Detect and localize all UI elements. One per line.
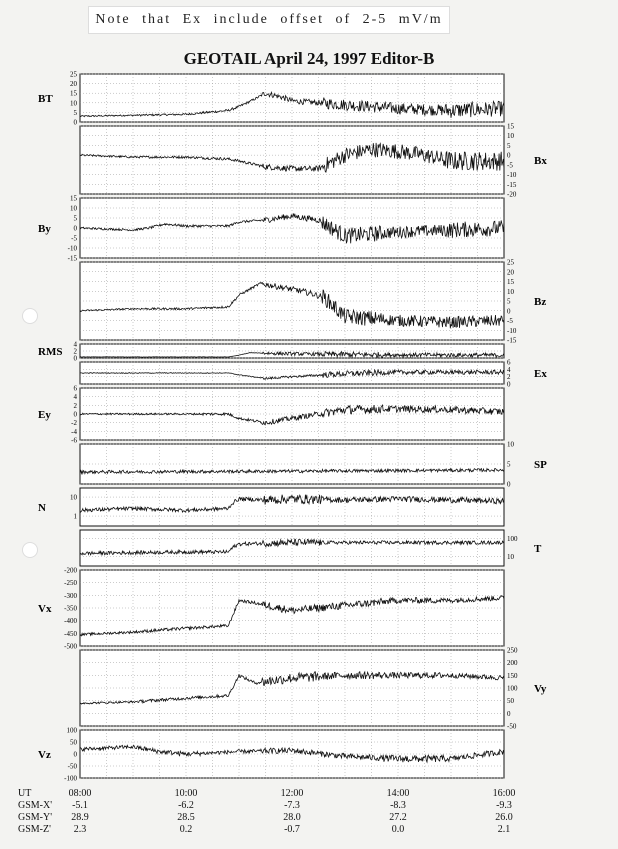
footer-value-y: 26.0	[495, 812, 513, 823]
footer-row-label: GSM-X'	[18, 800, 53, 811]
tick-label: 0	[73, 410, 77, 419]
tick-label: 10	[507, 440, 514, 449]
tick-label: -5	[507, 161, 513, 170]
panel-label-rms: RMS	[38, 346, 63, 358]
tick-label: -450	[64, 629, 77, 638]
panel-label-sp: SP	[534, 459, 547, 471]
footer-value-z: 2.3	[73, 824, 87, 835]
tick-label: 15	[70, 194, 77, 203]
tick-label: 0	[507, 380, 511, 389]
tick-label: -2	[71, 419, 77, 428]
panel-ey	[38, 385, 504, 445]
tick-label: 10	[70, 204, 77, 213]
tick-label: -4	[71, 427, 77, 436]
footer-row-label: UT	[18, 788, 32, 799]
panel-label-ex: Ex	[534, 368, 547, 380]
footer-value-z: 0.2	[179, 824, 193, 835]
tick-label: 20	[70, 80, 77, 89]
tick-label: -10	[67, 244, 77, 253]
tick-label: 6	[73, 384, 77, 393]
footer-value-ut: 16:00	[492, 788, 516, 799]
footer-value-x: -5.1	[72, 800, 88, 811]
panel-bt	[38, 71, 504, 127]
tick-label: -500	[64, 642, 77, 651]
footer-value-ut: 10:00	[174, 788, 198, 799]
tick-label: 2	[73, 347, 77, 356]
panel-label-by: By	[38, 223, 51, 235]
panel-rms	[38, 341, 504, 363]
tick-label: -400	[64, 617, 77, 626]
tick-label: 2	[73, 401, 77, 410]
tick-label: 2	[507, 373, 511, 382]
panel-by	[38, 195, 504, 263]
panel-n	[38, 488, 504, 526]
tick-label: 150	[507, 671, 518, 680]
tick-label: 10	[507, 132, 514, 141]
tick-label: 250	[507, 646, 518, 655]
tick-label: 100	[507, 684, 518, 693]
tick-label: 0	[507, 709, 511, 718]
tick-label: -10	[507, 326, 517, 335]
tick-label: 15	[70, 89, 77, 98]
tick-label: 15	[507, 278, 514, 286]
tick-label: 10	[70, 99, 77, 108]
tick-label: 25	[70, 70, 77, 79]
panel-ex	[80, 359, 547, 389]
tick-label: 20	[507, 268, 514, 277]
footer-row-label: GSM-Z'	[18, 824, 51, 835]
panel-bz	[80, 259, 546, 345]
panel-label-vy: Vy	[534, 683, 547, 695]
tick-label: 5	[507, 297, 511, 306]
panel-label-bt: BT	[38, 93, 53, 105]
footer-value-y: 28.0	[283, 812, 301, 823]
tick-label: 50	[507, 697, 514, 706]
panel-bx	[80, 123, 547, 199]
tick-label: -50	[507, 722, 517, 731]
tick-label: -15	[507, 180, 517, 189]
tick-label: 4	[73, 340, 77, 349]
tick-label: 0	[507, 480, 511, 489]
tick-label: -50	[67, 762, 77, 771]
tick-label: 5	[507, 141, 511, 150]
panel-label-vx: Vx	[38, 603, 52, 615]
panel-label-n: N	[38, 502, 46, 514]
tick-label: 0	[73, 224, 77, 233]
footer-value-z: -0.7	[284, 824, 300, 835]
tick-label: 50	[70, 738, 77, 747]
tick-label: 25	[507, 258, 514, 267]
tick-label: -20	[507, 190, 517, 199]
tick-label: 15	[507, 122, 514, 131]
panel-label-bx: Bx	[534, 155, 547, 167]
tick-label: -15	[507, 336, 517, 345]
tick-label: 0	[73, 354, 77, 363]
footer-value-y: 28.5	[177, 812, 195, 823]
panel-vz	[38, 727, 504, 783]
tick-label: -5	[71, 234, 77, 243]
panel-label-ey: Ey	[38, 409, 51, 421]
footer-value-z: 2.1	[497, 824, 511, 835]
footer-value-x: -8.3	[390, 800, 406, 811]
panel-sp	[80, 441, 547, 489]
footer-value-x: -9.3	[496, 800, 512, 811]
tick-label: 0	[507, 151, 511, 160]
tick-label: -350	[64, 604, 77, 613]
tick-label: -200	[64, 566, 77, 575]
chart-title: GEOTAIL April 24, 1997 Editor-B	[183, 49, 435, 68]
tick-label: 1	[73, 512, 77, 521]
offset-note: Note that Ex include offset of 2-5 mV/m	[88, 6, 450, 34]
tick-label: 0	[507, 307, 511, 316]
footer-value-ut: 14:00	[386, 788, 410, 799]
footer-value-z: 0.0	[391, 824, 405, 835]
panel-vx	[38, 567, 504, 651]
tick-label: 0	[73, 750, 77, 759]
tick-label: 4	[507, 365, 511, 374]
panel-label-bz: Bz	[534, 296, 547, 308]
tick-label: -15	[67, 254, 77, 263]
tick-label: -5	[507, 317, 513, 325]
tick-label: -100	[64, 774, 77, 783]
footer-value-x: -6.2	[178, 800, 194, 811]
tick-label: 5	[507, 460, 511, 469]
footer-value-y: 27.2	[389, 812, 407, 823]
tick-label: 10	[70, 493, 77, 502]
tick-label: 100	[66, 726, 77, 735]
tick-label: 200	[507, 659, 518, 668]
tick-label: -250	[64, 579, 77, 588]
tick-label: 10	[507, 553, 514, 562]
panel-t	[80, 530, 542, 566]
tick-label: -300	[64, 591, 77, 600]
panel-label-t: T	[534, 543, 542, 555]
tick-label: 0	[73, 118, 77, 127]
tick-label: 6	[507, 358, 511, 367]
tick-label: 4	[73, 393, 77, 402]
tick-label: -6	[71, 436, 77, 445]
footer-value-ut: 08:00	[68, 788, 92, 799]
footer-row-label: GSM-Y'	[18, 812, 53, 823]
panel-label-vz: Vz	[38, 749, 51, 761]
footer-value-y: 28.9	[71, 812, 89, 823]
tick-label: 5	[73, 214, 77, 223]
tick-label: 100	[507, 535, 518, 544]
panel-vy	[80, 647, 547, 731]
tick-label: 5	[73, 108, 77, 117]
footer-value-ut: 12:00	[280, 788, 304, 799]
tick-label: 10	[507, 287, 514, 296]
tick-label: -10	[507, 171, 517, 180]
footer-value-x: -7.3	[284, 800, 300, 811]
